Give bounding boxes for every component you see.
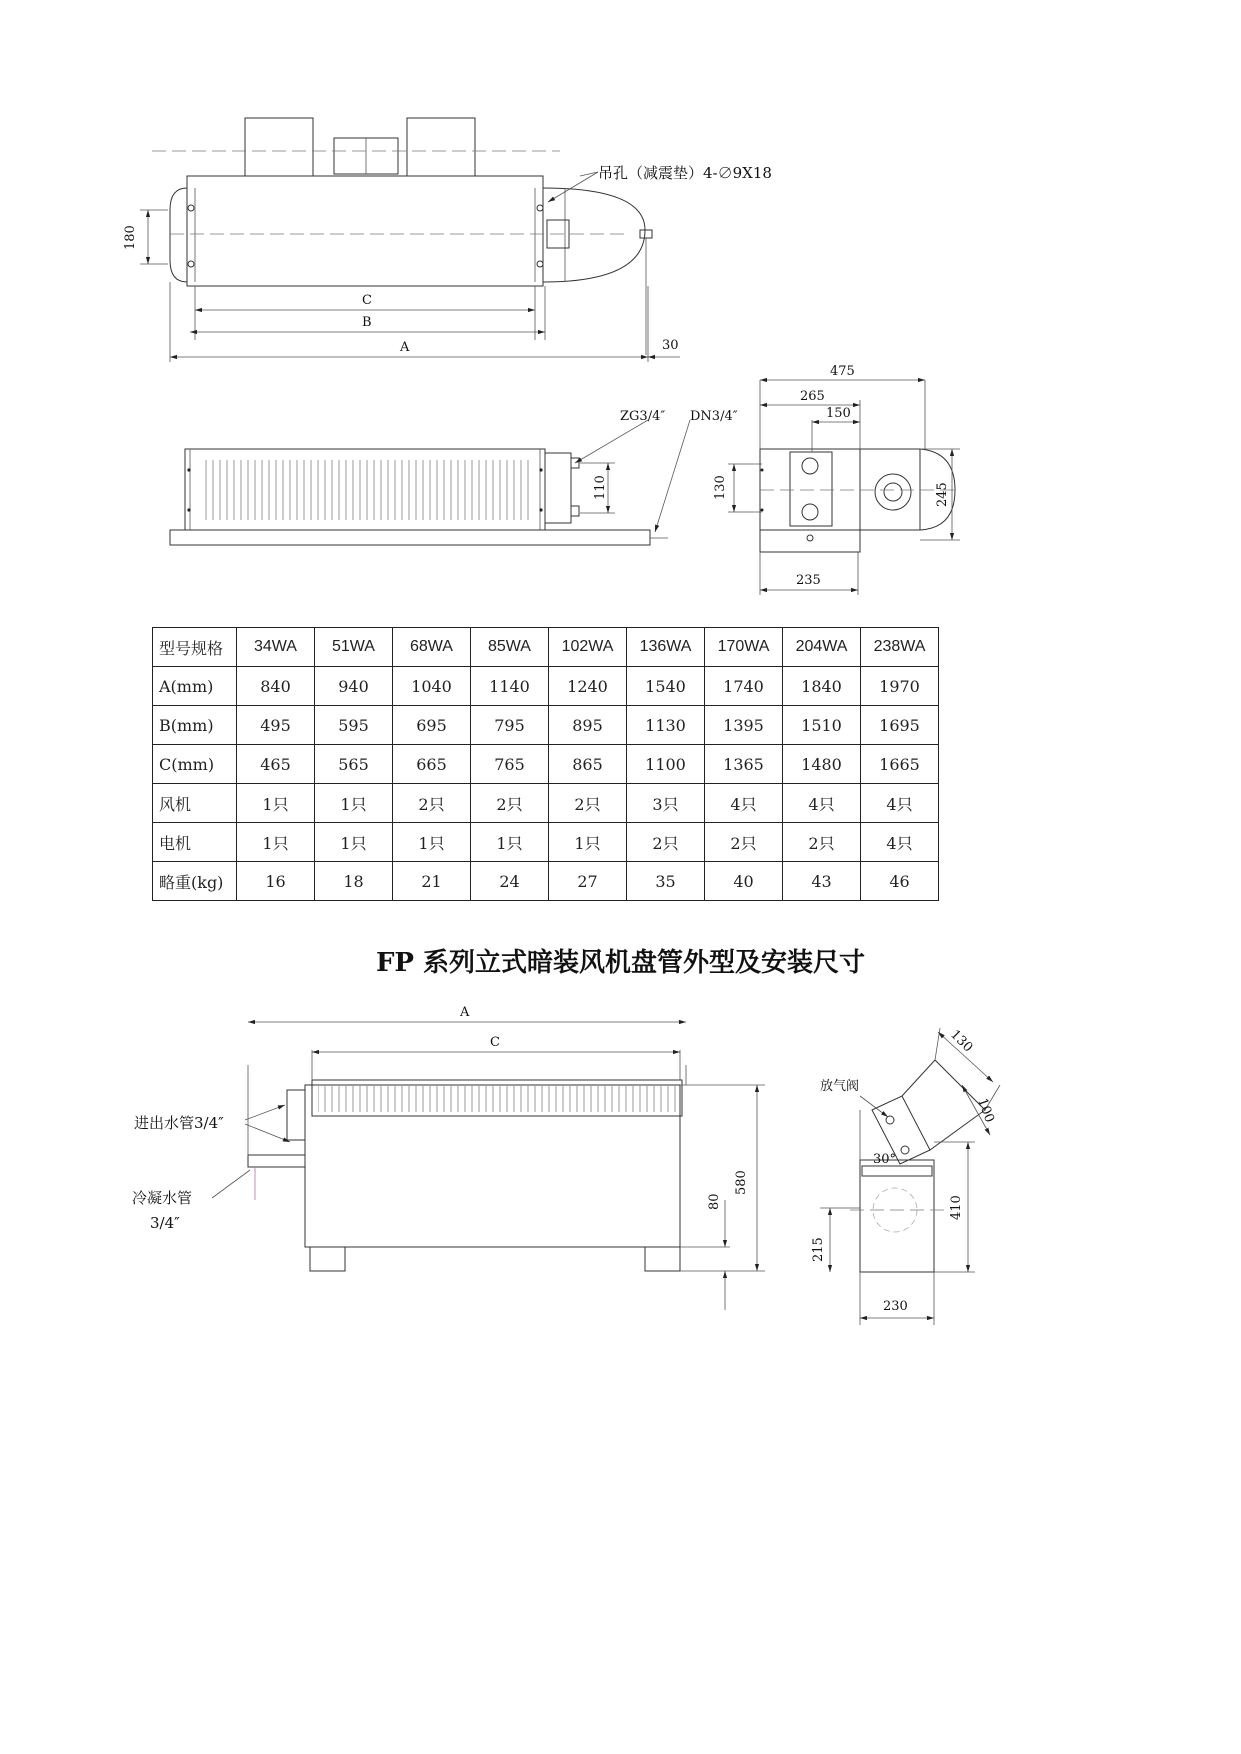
dim-410: 410 — [949, 1195, 964, 1220]
row-label: B(mm) — [153, 706, 237, 745]
dim-b: B — [362, 315, 372, 330]
table-row — [153, 667, 939, 706]
table-cell: 4只 — [705, 784, 783, 823]
table-cell: 2只 — [471, 784, 549, 823]
table-cell: 465 — [237, 745, 315, 784]
header-cell: 204WA — [783, 628, 861, 667]
table-cell: 4只 — [861, 784, 939, 823]
table-cell: 2只 — [393, 784, 471, 823]
hanger-note: 吊孔（减震垫）4-∅9X18 — [598, 164, 772, 182]
section-title: FP 系列立式暗装风机盘管外型及安装尺寸 — [375, 948, 866, 978]
table-cell: 665 — [393, 745, 471, 784]
table-cell: 2只 — [783, 823, 861, 862]
table-row — [153, 706, 939, 745]
drawing-top-view — [123, 118, 772, 362]
table-cell: 2只 — [549, 784, 627, 823]
table-cell: 3只 — [627, 784, 705, 823]
table-cell: 840 — [237, 667, 315, 706]
header-cell: 85WA — [471, 628, 549, 667]
table-cell: 2只 — [705, 823, 783, 862]
dim-150: 150 — [826, 406, 851, 421]
drawing-front-view — [170, 409, 738, 545]
table-header-row — [153, 628, 939, 667]
header-cell: 238WA — [861, 628, 939, 667]
table-cell: 795 — [471, 706, 549, 745]
row-label: C(mm) — [153, 745, 237, 784]
dim-245: 245 — [935, 482, 950, 507]
table-cell: 1665 — [861, 745, 939, 784]
table-cell: 1只 — [315, 823, 393, 862]
table-cell: 1只 — [315, 784, 393, 823]
table-cell: 24 — [471, 862, 549, 901]
table-cell: 1只 — [393, 823, 471, 862]
table-row — [153, 823, 939, 862]
table-cell: 595 — [315, 706, 393, 745]
table-cell: 1970 — [861, 667, 939, 706]
table-cell: 565 — [315, 745, 393, 784]
table-row — [153, 784, 939, 823]
dim-30deg: 30° — [873, 1152, 897, 1167]
dim-215: 215 — [811, 1237, 826, 1262]
dim-235: 235 — [796, 573, 821, 588]
v-dim-580: 580 — [734, 1170, 749, 1195]
dn-label: DN3/4″ — [690, 409, 738, 424]
header-cell: 102WA — [549, 628, 627, 667]
condensate-label-1: 冷凝水管 — [132, 1189, 193, 1207]
spec-table — [152, 627, 939, 901]
dim-130-side: 130 — [947, 1027, 976, 1056]
header-cell: 170WA — [705, 628, 783, 667]
table-cell: 4只 — [783, 784, 861, 823]
table-cell: 765 — [471, 745, 549, 784]
dim-110: 110 — [593, 475, 608, 500]
table-cell: 1130 — [627, 706, 705, 745]
dim-a: A — [400, 340, 410, 355]
header-cell: 51WA — [315, 628, 393, 667]
table-cell: 1040 — [393, 667, 471, 706]
zg-label: ZG3/4″ — [620, 409, 666, 424]
table-cell: 1只 — [237, 823, 315, 862]
table-row — [153, 745, 939, 784]
v-dim-a: A — [460, 1005, 470, 1020]
table-cell: 4只 — [861, 823, 939, 862]
drawing-vertical-side — [811, 1027, 1000, 1325]
row-label: 风机 — [153, 784, 237, 823]
dim-100-side: 100 — [974, 1096, 997, 1125]
table-cell: 1只 — [549, 823, 627, 862]
row-label: A(mm) — [153, 667, 237, 706]
condensate-label-2: 3/4″ — [150, 1214, 180, 1232]
dim-130: 130 — [713, 475, 728, 500]
table-cell: 1510 — [783, 706, 861, 745]
dim-180: 180 — [123, 225, 138, 250]
table-cell: 1140 — [471, 667, 549, 706]
table-cell: 1100 — [627, 745, 705, 784]
table-cell: 46 — [861, 862, 939, 901]
table-cell: 35 — [627, 862, 705, 901]
header-cell: 34WA — [237, 628, 315, 667]
table-cell: 1695 — [861, 706, 939, 745]
header-cell: 型号规格 — [153, 628, 237, 667]
table-cell: 27 — [549, 862, 627, 901]
table-cell: 1840 — [783, 667, 861, 706]
table-cell: 1395 — [705, 706, 783, 745]
table-cell: 43 — [783, 862, 861, 901]
table-cell: 2只 — [627, 823, 705, 862]
dim-30: 30 — [662, 338, 679, 353]
table-cell: 940 — [315, 667, 393, 706]
table-cell: 1365 — [705, 745, 783, 784]
table-row — [153, 862, 939, 901]
v-dim-c: C — [490, 1035, 500, 1050]
table-cell: 1只 — [237, 784, 315, 823]
dim-475: 475 — [830, 364, 855, 379]
header-cell: 136WA — [627, 628, 705, 667]
table-cell: 21 — [393, 862, 471, 901]
table-cell: 16 — [237, 862, 315, 901]
table-cell: 1240 — [549, 667, 627, 706]
header-cell: 68WA — [393, 628, 471, 667]
table-cell: 695 — [393, 706, 471, 745]
table-cell: 495 — [237, 706, 315, 745]
dim-230: 230 — [883, 1299, 908, 1314]
table-cell: 1540 — [627, 667, 705, 706]
table-cell: 40 — [705, 862, 783, 901]
inlet-label: 进出水管3/4″ — [134, 1114, 224, 1132]
row-label: 略重(kg) — [153, 862, 237, 901]
table-cell: 865 — [549, 745, 627, 784]
table-cell: 1480 — [783, 745, 861, 784]
table-cell: 18 — [315, 862, 393, 901]
vent-label: 放气阀 — [820, 1079, 860, 1094]
drawing-side-view — [713, 364, 960, 595]
v-dim-80: 80 — [707, 1193, 722, 1210]
row-label: 电机 — [153, 823, 237, 862]
dim-265: 265 — [800, 389, 825, 404]
table-cell: 895 — [549, 706, 627, 745]
dim-c: C — [362, 293, 372, 308]
drawing-vertical-front — [132, 1005, 765, 1310]
table-cell: 1740 — [705, 667, 783, 706]
table-cell: 1只 — [471, 823, 549, 862]
